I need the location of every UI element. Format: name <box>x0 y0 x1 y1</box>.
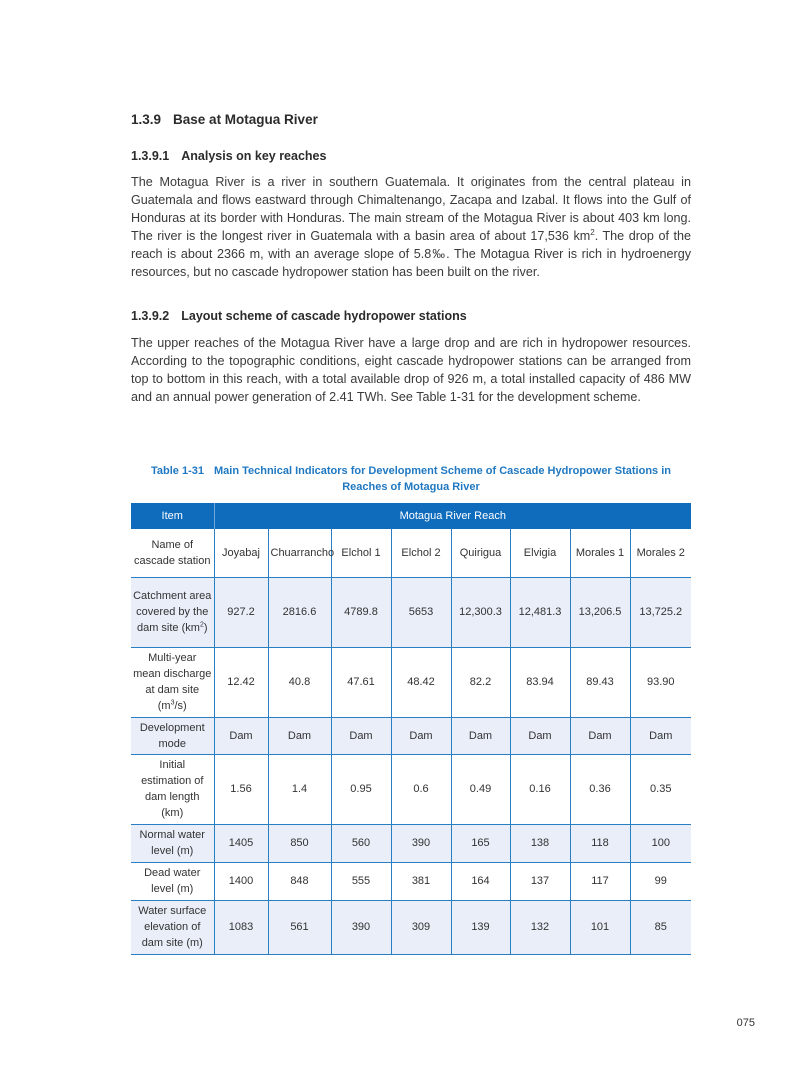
table-cell: Elchol 1 <box>331 529 391 577</box>
superscript: 2 <box>590 227 595 237</box>
table-cell: 12,300.3 <box>451 577 510 647</box>
table-cell: 85 <box>630 900 691 954</box>
table-cell: 1405 <box>214 824 268 862</box>
table-row <box>131 529 691 577</box>
table-cell: 100 <box>630 824 691 862</box>
section-heading <box>131 112 318 127</box>
table-cell: 2816.6 <box>268 577 331 647</box>
table-cell: 40.8 <box>268 647 331 717</box>
table-row <box>131 717 691 754</box>
table-cell: Chuarrancho <box>268 529 331 577</box>
table-cell: 390 <box>331 900 391 954</box>
table-cell: 47.61 <box>331 647 391 717</box>
table-cell: 99 <box>630 862 691 900</box>
table-cell: 118 <box>570 824 630 862</box>
table-cell: Dam <box>570 717 630 754</box>
table-cell: Dam <box>391 717 451 754</box>
table-cell: 12,481.3 <box>510 577 570 647</box>
paragraph-text: The Motagua River is a river in southern Guatemala. It originates from the central plateau in Guatemala and flows eastward through Chimaltenango, Zacapa and Izabal. It flows into the Gulf of Honduras at its border with Honduras. The main stream of the Motagua River is about 403 km long. The river is the longest river in Guatemala with a basin area of about 17,536 km <box>131 175 691 243</box>
row-label: Name of cascade station <box>131 529 214 577</box>
table-cell: 138 <box>510 824 570 862</box>
table-cell: 12.42 <box>214 647 268 717</box>
table-cell: 1.4 <box>268 754 331 824</box>
table-row <box>131 754 691 824</box>
table-cell: 82.2 <box>451 647 510 717</box>
table-row <box>131 824 691 862</box>
table-row <box>131 900 691 954</box>
subsection-number: 1.3.9.2 <box>131 309 170 323</box>
paragraph-analysis <box>131 173 691 281</box>
table-cell: 4789.8 <box>331 577 391 647</box>
table-cell: Morales 2 <box>630 529 691 577</box>
table-cell: 165 <box>451 824 510 862</box>
table-cell: Morales 1 <box>570 529 630 577</box>
subsection-heading-1 <box>131 149 326 163</box>
table-caption-title: Main Technical Indicators for Development Scheme of Cascade Hydropower Stations in Reaches of Motagua River <box>213 465 671 493</box>
section-title: Base at Motagua River <box>173 112 318 127</box>
table-cell: 89.43 <box>570 647 630 717</box>
technical-indicators-table <box>131 503 691 955</box>
table-cell: 93.90 <box>630 647 691 717</box>
row-label: Initial estimation of dam length (km) <box>131 754 214 824</box>
table-cell: 1.56 <box>214 754 268 824</box>
page-number: 075 <box>736 1017 755 1029</box>
row-label: Dead water level (m) <box>131 862 214 900</box>
table-cell: 309 <box>391 900 451 954</box>
row-label: Catchment area covered by the dam site $(km^2)$ <box>131 577 214 647</box>
table-cell: 1083 <box>214 900 268 954</box>
subsection-number: 1.3.9.1 <box>131 149 170 163</box>
table-cell: Dam <box>630 717 691 754</box>
table-cell: 390 <box>391 824 451 862</box>
table-cell: 0.35 <box>630 754 691 824</box>
table-cell: Dam <box>214 717 268 754</box>
table-cell: 0.49 <box>451 754 510 824</box>
subsection-title: Analysis on key reaches <box>181 149 327 163</box>
table-cell: 137 <box>510 862 570 900</box>
header-reach: Motagua River Reach <box>214 503 691 529</box>
subsection-heading-2 <box>131 309 467 323</box>
row-label: Water surface elevation of dam site (m) <box>131 900 214 954</box>
table-cell: 848 <box>268 862 331 900</box>
table-cell: 0.16 <box>510 754 570 824</box>
table-cell: 381 <box>391 862 451 900</box>
table-row <box>131 647 691 717</box>
table-cell: Dam <box>451 717 510 754</box>
subsection-title: Layout scheme of cascade hydropower stations <box>181 309 467 323</box>
table-row <box>131 862 691 900</box>
table-cell: Dam <box>331 717 391 754</box>
table-cell: 0.36 <box>570 754 630 824</box>
row-label: Normal water level (m) <box>131 824 214 862</box>
table-header-row <box>131 503 691 529</box>
table-cell: 5653 <box>391 577 451 647</box>
table-cell: 1400 <box>214 862 268 900</box>
table-cell: Elchol 2 <box>391 529 451 577</box>
table-caption-number: Table 1-31 <box>150 465 204 477</box>
table-cell: Elvigia <box>510 529 570 577</box>
table-caption <box>131 463 691 495</box>
table-cell: 13,725.2 <box>630 577 691 647</box>
paragraph-text: . The drop of the reach is about 2366 m, with an average slope of 5.8‰. The Motagua River is rich in hydroenergy resources, but no cascade hydropower station has been built on the river. <box>131 229 691 279</box>
table-cell: 139 <box>451 900 510 954</box>
table-cell: 0.95 <box>331 754 391 824</box>
table-row <box>131 577 691 647</box>
table-cell: Joyabaj <box>214 529 268 577</box>
section-number: 1.3.9 <box>131 112 162 127</box>
table-cell: Dam <box>510 717 570 754</box>
table-cell: 48.42 <box>391 647 451 717</box>
table-cell: 555 <box>331 862 391 900</box>
row-label: Development mode <box>131 717 214 754</box>
table-cell: 561 <box>268 900 331 954</box>
table-cell: Quirigua <box>451 529 510 577</box>
table-cell: 101 <box>570 900 630 954</box>
table-cell: 117 <box>570 862 630 900</box>
table-cell: 164 <box>451 862 510 900</box>
table-cell: 0.6 <box>391 754 451 824</box>
table-cell: 83.94 <box>510 647 570 717</box>
table-cell: 927.2 <box>214 577 268 647</box>
table-cell: 560 <box>331 824 391 862</box>
table-cell: 132 <box>510 900 570 954</box>
table-cell: 13,206.5 <box>570 577 630 647</box>
table-cell: 850 <box>268 824 331 862</box>
table-cell: Dam <box>268 717 331 754</box>
row-label: Multi-year mean discharge at dam site $(m^3/s)$ <box>131 647 214 717</box>
header-item: Item <box>131 503 214 529</box>
paragraph-layout-scheme: The upper reaches of the Motagua River have a large drop and are rich in hydropower resources. According to the topographic conditions, eight cascade hydropower stations can be arranged from top to bottom in this reach, with a total available drop of 926 m, a total installed capacity of 486 MW and an annual power generation of 2.41 TWh. See Table 1-31 for the development scheme. <box>131 336 691 404</box>
